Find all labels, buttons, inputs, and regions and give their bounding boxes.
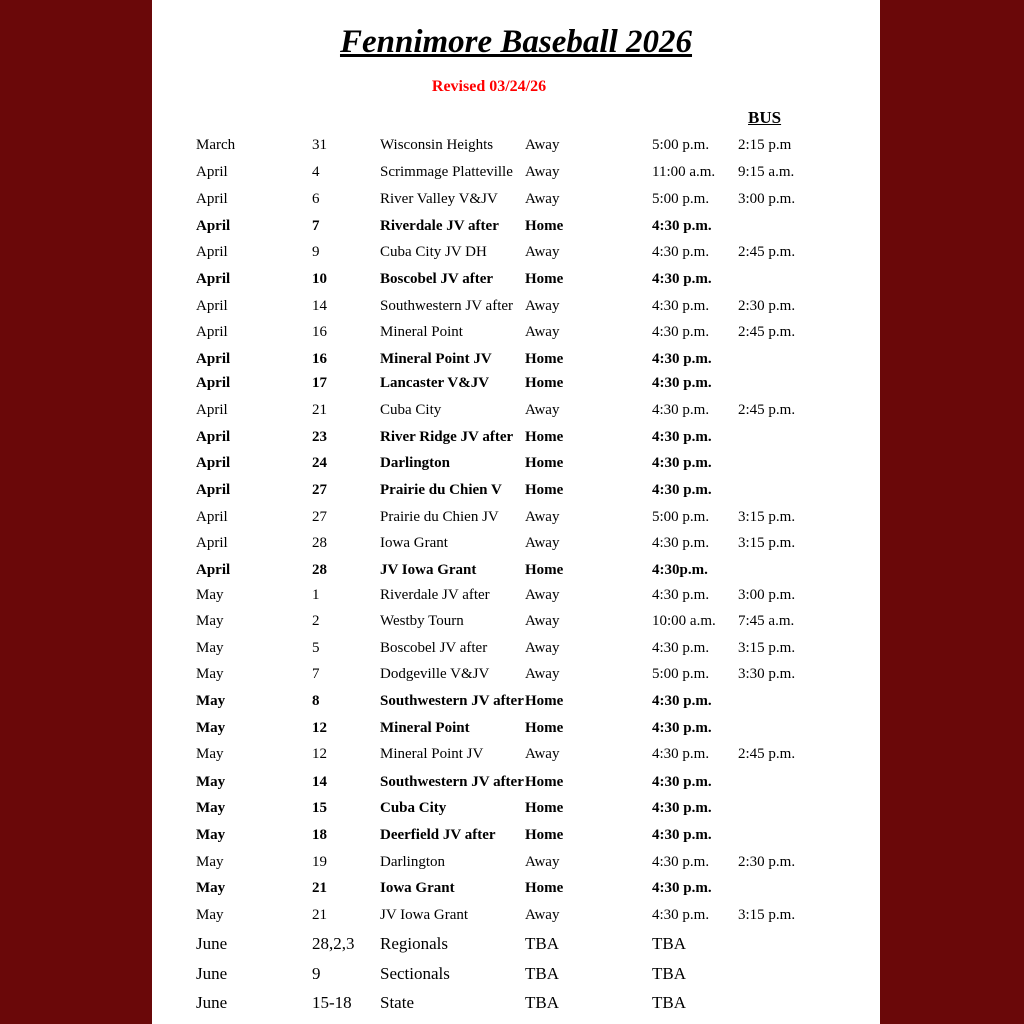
game-day: 14	[312, 774, 327, 790]
game-month: June	[196, 964, 228, 983]
table-row	[152, 904, 880, 926]
game-day: 16	[312, 324, 327, 340]
table-row	[152, 559, 880, 581]
table-row	[152, 479, 880, 501]
table-row	[152, 851, 880, 873]
game-day: 7	[312, 218, 320, 234]
game-location: Home	[525, 562, 564, 578]
game-location: Away	[525, 907, 560, 923]
game-day: 18	[312, 827, 327, 843]
game-location: Away	[525, 137, 560, 153]
game-day: 17	[312, 375, 327, 391]
game-month: April	[196, 509, 228, 525]
game-bus-time: 2:45 p.m.	[738, 244, 796, 260]
game-time: TBA	[652, 964, 686, 983]
game-day: 12	[312, 720, 327, 736]
table-row	[152, 584, 880, 606]
game-time: 4:30 p.m.	[652, 693, 712, 709]
game-time: 4:30 p.m.	[652, 880, 712, 896]
game-time: 4:30 p.m.	[652, 800, 712, 816]
game-location: Away	[525, 164, 560, 180]
game-opponent: JV Iowa Grant	[380, 562, 477, 578]
game-opponent: Cuba City	[380, 800, 447, 816]
game-bus-time: 3:30 p.m.	[738, 666, 796, 682]
game-location: Away	[525, 613, 560, 629]
game-opponent: Prairie du Chien V	[380, 482, 502, 498]
table-row	[152, 295, 880, 317]
game-month: March	[196, 137, 236, 153]
game-time: 5:00 p.m.	[652, 137, 710, 153]
game-location: Home	[525, 375, 564, 391]
game-day: 5	[312, 640, 320, 656]
game-day: 9	[312, 244, 320, 260]
game-time: 11:00 a.m.	[652, 164, 716, 180]
game-month: May	[196, 854, 224, 870]
game-month: April	[196, 218, 231, 234]
table-row	[152, 399, 880, 421]
game-bus-time: 2:45 p.m.	[738, 746, 796, 762]
game-location: Home	[525, 271, 564, 287]
game-time: 4:30 p.m.	[652, 429, 712, 445]
game-location: Home	[525, 720, 564, 736]
game-location: Away	[525, 402, 560, 418]
game-day: 10	[312, 271, 327, 287]
table-row	[152, 824, 880, 846]
game-time: 5:00 p.m.	[652, 509, 710, 525]
game-day: 24	[312, 455, 327, 471]
game-location: Home	[525, 693, 564, 709]
game-location: Away	[525, 666, 560, 682]
game-month: April	[196, 402, 228, 418]
game-location: Away	[525, 191, 560, 207]
game-day: 9	[312, 964, 321, 983]
game-opponent: Boscobel JV after	[380, 640, 488, 656]
game-location: Away	[525, 244, 560, 260]
game-opponent: Mineral Point	[380, 720, 470, 736]
game-month: May	[196, 693, 226, 709]
game-location: Away	[525, 746, 560, 762]
game-bus-time: 3:15 p.m.	[738, 535, 796, 551]
table-row	[152, 268, 880, 290]
game-day: 15	[312, 800, 327, 816]
game-time: 4:30p.m.	[652, 562, 708, 578]
table-row	[152, 963, 880, 985]
table-row	[152, 637, 880, 659]
game-opponent: Deerfield JV after	[380, 827, 496, 843]
game-location: Home	[525, 880, 564, 896]
game-opponent: State	[380, 993, 414, 1012]
game-month: June	[196, 993, 228, 1012]
table-row	[152, 161, 880, 183]
game-day: 31	[312, 137, 327, 153]
game-opponent: Cuba City	[380, 402, 442, 418]
game-month: April	[196, 562, 231, 578]
game-time: 4:30 p.m.	[652, 720, 712, 736]
game-day: 23	[312, 429, 327, 445]
game-day: 14	[312, 298, 327, 314]
game-month: April	[196, 164, 228, 180]
game-month: May	[196, 640, 224, 656]
table-row	[152, 372, 880, 394]
game-time: 4:30 p.m.	[652, 218, 712, 234]
table-row	[152, 426, 880, 448]
table-row	[152, 663, 880, 685]
game-day: 21	[312, 880, 327, 896]
game-time: 4:30 p.m.	[652, 854, 710, 870]
game-location: Home	[525, 774, 564, 790]
game-location: Home	[525, 218, 564, 234]
game-opponent: JV Iowa Grant	[380, 907, 469, 923]
game-bus-time: 3:00 p.m.	[738, 587, 796, 603]
game-opponent: Westby Tourn	[380, 613, 464, 629]
game-month: April	[196, 244, 228, 260]
game-month: May	[196, 587, 224, 603]
game-day: 28	[312, 535, 327, 551]
game-time: 4:30 p.m.	[652, 375, 712, 391]
game-day: 19	[312, 854, 327, 870]
game-month: April	[196, 429, 231, 445]
game-opponent: Iowa Grant	[380, 535, 448, 551]
game-location: Away	[525, 854, 560, 870]
game-location: Home	[525, 351, 564, 367]
game-bus-time: 2:30 p.m.	[738, 854, 796, 870]
game-location: Away	[525, 298, 560, 314]
game-month: May	[196, 720, 226, 736]
game-opponent: Sectionals	[380, 964, 450, 983]
table-row	[152, 241, 880, 263]
game-month: May	[196, 880, 226, 896]
game-month: May	[196, 800, 226, 816]
game-time: 5:00 p.m.	[652, 191, 710, 207]
game-opponent: Lancaster V&JV	[380, 375, 490, 391]
game-day: 15-18	[312, 993, 352, 1012]
game-month: April	[196, 271, 231, 287]
game-time: 4:30 p.m.	[652, 827, 712, 843]
game-day: 6	[312, 191, 320, 207]
table-row	[152, 188, 880, 210]
page-title: Fennimore Baseball 2026	[339, 24, 693, 60]
game-bus-time: 7:45 a.m.	[738, 613, 795, 629]
game-bus-time: 3:00 p.m.	[738, 191, 796, 207]
game-location: Home	[525, 455, 564, 471]
game-opponent: Iowa Grant	[380, 880, 455, 896]
game-day: 8	[312, 693, 320, 709]
game-opponent: Darlington	[380, 854, 445, 870]
game-day: 27	[312, 482, 327, 498]
table-row	[152, 215, 880, 237]
game-location: Home	[525, 827, 564, 843]
game-bus-time: 9:15 a.m.	[738, 164, 795, 180]
game-time: 4:30 p.m.	[652, 774, 712, 790]
game-opponent: Regionals	[380, 934, 448, 953]
game-time: 10:00 a.m.	[652, 613, 716, 629]
game-month: April	[196, 455, 231, 471]
game-month: April	[196, 351, 231, 367]
game-day: 28,2,3	[312, 934, 355, 953]
game-opponent: Boscobel JV after	[380, 271, 494, 287]
game-month: April	[196, 535, 228, 551]
game-location: Home	[525, 482, 564, 498]
game-bus-time: 3:15 p.m.	[738, 509, 796, 525]
game-time: 4:30 p.m.	[652, 640, 710, 656]
table-row	[152, 877, 880, 899]
game-time: 4:30 p.m.	[652, 907, 710, 923]
game-opponent: Prairie du Chien JV	[380, 509, 499, 525]
game-bus-time: 3:15 p.m.	[738, 907, 796, 923]
game-opponent: River Ridge JV after	[380, 429, 514, 445]
game-time: 4:30 p.m.	[652, 746, 710, 762]
game-location: Home	[525, 429, 564, 445]
game-location: Away	[525, 509, 560, 525]
game-opponent: Dodgeville V&JV	[380, 666, 490, 682]
game-location: Away	[525, 535, 560, 551]
game-opponent: Riverdale JV after	[380, 587, 490, 603]
game-location: TBA	[525, 934, 559, 953]
game-month: May	[196, 613, 224, 629]
table-row	[152, 743, 880, 765]
game-opponent: Southwestern JV after	[380, 693, 524, 709]
game-time: 4:30 p.m.	[652, 535, 710, 551]
game-day: 16	[312, 351, 327, 367]
game-day: 2	[312, 613, 320, 629]
game-opponent: Riverdale JV after	[380, 218, 499, 234]
table-row	[152, 771, 880, 793]
game-month: April	[196, 191, 228, 207]
game-time: 4:30 p.m.	[652, 298, 710, 314]
game-opponent: River Valley V&JV	[380, 191, 498, 207]
game-month: April	[196, 482, 231, 498]
game-time: 4:30 p.m.	[652, 587, 710, 603]
game-month: May	[196, 666, 224, 682]
game-time: 5:00 p.m.	[652, 666, 710, 682]
game-time: 4:30 p.m.	[652, 271, 712, 287]
game-month: April	[196, 298, 228, 314]
game-bus-time: 2:15 p.m	[738, 137, 792, 153]
game-opponent: Southwestern JV after	[380, 298, 514, 314]
game-month: April	[196, 375, 231, 391]
schedule-page	[152, 0, 880, 1024]
table-row	[152, 992, 880, 1014]
game-day: 4	[312, 164, 320, 180]
game-month: June	[196, 934, 228, 953]
game-day: 21	[312, 402, 327, 418]
game-day: 1	[312, 587, 320, 603]
game-opponent: Mineral Point JV	[380, 351, 492, 367]
game-opponent: Darlington	[380, 455, 451, 471]
game-time: 4:30 p.m.	[652, 244, 710, 260]
game-bus-time: 2:45 p.m.	[738, 324, 796, 340]
table-row	[152, 452, 880, 474]
game-opponent: Scrimmage Platteville	[380, 164, 513, 180]
game-bus-time: 3:15 p.m.	[738, 640, 796, 656]
game-month: April	[196, 324, 228, 340]
revised-date: Revised 03/24/26	[431, 78, 547, 95]
game-day: 27	[312, 509, 327, 525]
table-row	[152, 348, 880, 370]
game-time: 4:30 p.m.	[652, 455, 712, 471]
table-row	[152, 532, 880, 554]
game-day: 21	[312, 907, 327, 923]
game-location: Away	[525, 324, 560, 340]
game-time: 4:30 p.m.	[652, 402, 710, 418]
game-day: 7	[312, 666, 320, 682]
game-opponent: Southwestern JV after	[380, 774, 524, 790]
table-row	[152, 933, 880, 955]
table-row	[152, 610, 880, 632]
table-row	[152, 717, 880, 739]
bus-column-header: BUS	[748, 108, 782, 127]
game-opponent: Cuba City JV DH	[380, 244, 487, 260]
game-opponent: Mineral Point JV	[380, 746, 484, 762]
game-opponent: Mineral Point	[380, 324, 463, 340]
game-bus-time: 2:30 p.m.	[738, 298, 796, 314]
game-day: 12	[312, 746, 327, 762]
table-row	[152, 506, 880, 528]
game-bus-time: 2:45 p.m.	[738, 402, 796, 418]
table-row	[152, 321, 880, 343]
game-day: 28	[312, 562, 327, 578]
game-time: 4:30 p.m.	[652, 351, 712, 367]
game-location: TBA	[525, 993, 559, 1012]
game-month: May	[196, 746, 224, 762]
table-row	[152, 690, 880, 712]
game-location: Away	[525, 587, 560, 603]
game-time: 4:30 p.m.	[652, 482, 712, 498]
game-month: May	[196, 907, 224, 923]
game-time: TBA	[652, 993, 686, 1012]
game-opponent: Wisconsin Heights	[380, 137, 494, 153]
game-time: 4:30 p.m.	[652, 324, 710, 340]
game-location: Away	[525, 640, 560, 656]
game-month: May	[196, 774, 226, 790]
game-location: TBA	[525, 964, 559, 983]
table-row	[152, 134, 880, 156]
game-month: May	[196, 827, 226, 843]
game-time: TBA	[652, 934, 686, 953]
game-location: Home	[525, 800, 564, 816]
table-row	[152, 797, 880, 819]
